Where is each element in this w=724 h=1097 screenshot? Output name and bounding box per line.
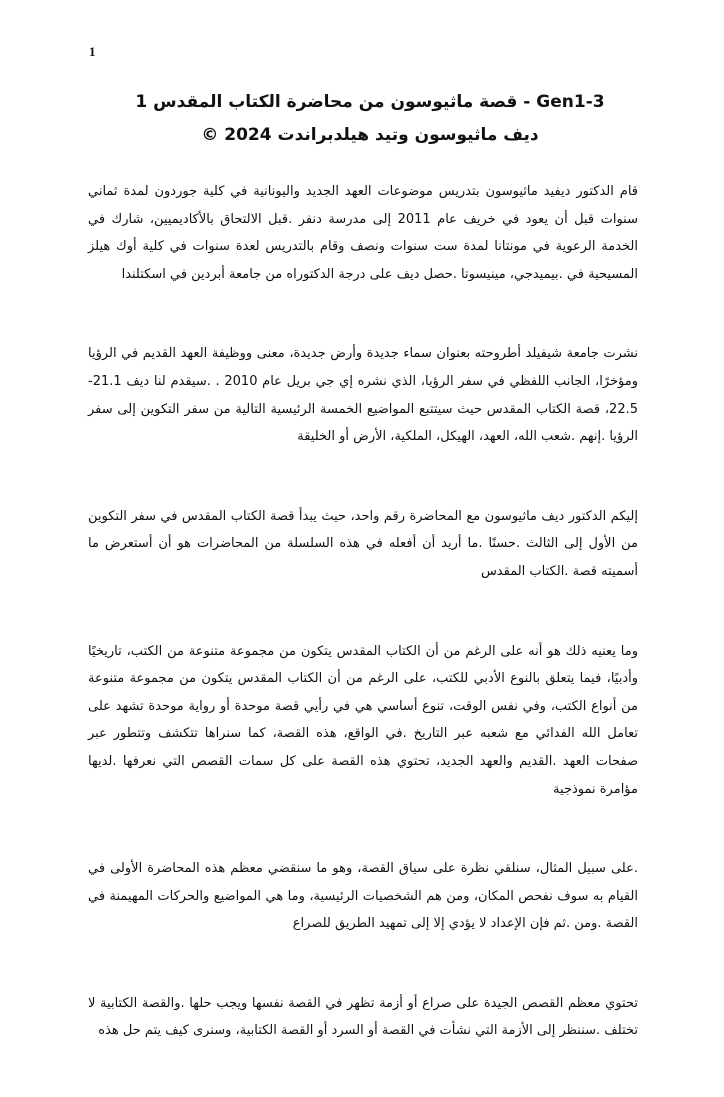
title-line-1: Gen1-3 - قصة ماثيوسون من محاضرة الكتاب المقدس 1 (135, 92, 605, 112)
document-body (88, 178, 638, 1097)
page-number: 1 (89, 44, 96, 59)
paragraph-1: قام الدكتور ديفيد ماثيوسون بتدريس موضوعات العهد الجديد واليونانية في كلية جوردون لمدة ثماني سنوات قبل أن يعود في خريف عام 2011 إلى مدرسة دنفر .قبل الالتحاق بالأكاديميين، شارك في الخدمة الرعوية في مونتانا لمدة ست سنوات ونصف وقام بالتدريس لعدة سنوات في كلية أوك هيلز المسيحية في .بيميدجي، مينيسوتا .حصل ديف على درجة الدكتوراه من جامعة أبردين في اسكتلندا (88, 184, 638, 282)
title-line-2: ديف ماثيوسون وتيد هيلدبراندت 2024 © (201, 125, 539, 145)
paragraph-3: إليكم الدكتور ديف ماثيوسون مع المحاضرة رقم واحد، حيث يبدأ قصة الكتاب المقدس في سفر التكوين من الأول إلى الثالث .حسنًا .ما أريد أن أفعله في هذه السلسلة من المحاضرات هو أن أستعرض ما أسميته قصة .الكتاب المقدس (88, 508, 638, 579)
paragraph-2: نشرت جامعة شيفيلد أطروحته بعنوان سماء جديدة وأرض جديدة، معنى ووظيفة العهد القديم في الرؤيا ومؤخرًا، الجانب اللفظي في سفر الرؤيا، الذي نشره إي جي بريل عام 2010 . .سيقدم لنا ديف 21.1-22.5، قصة الكتاب المقدس حيث سيتتبع المواضيع الخمسة الرئيسية التالية من سفر التكوين إلى سفر الرؤيا .إنهم .شعب الله، العهد، الهيكل، الملكية، الأرض أو الخليقة (88, 346, 638, 445)
paragraph-5: .على سبيل المثال، سنلقي نظرة على سياق القصة، وهو ما سنقضي معظم هذه المحاضرة الأولى في القيام به سوف نفحص المكان، ومن هم الشخصيات الرئيسية، وما هي المواضيع والحركات المهيمنة في القصة .ومن .ثم فإن الإعداد لا يؤدي إلا إلى تمهيد الطريق للصراع (88, 861, 638, 932)
document-title (100, 86, 640, 152)
paragraph-4: وما يعنيه ذلك هو أنه على الرغم من أن الكتاب المقدس يتكون من مجموعة متنوعة من الكتب، تاريخيًا وأدبيًا، فيما يتعلق بالنوع الأدبي للكتب، على الرغم من أن الكتاب المقدس يتكون من مجموعة متنوعة من أنواع الكتب، وفي نفس الوقت، تنوع أساسي هي في رأيي قصة موحدة أو رواية موحدة تشهد على تعامل الله الفدائي مع شعبه عبر التاريخ .في الواقع، هذه القصة، كما سنراها تتكشف وتتطور عبر صفحات العهد .القديم والعهد الجديد، تحتوي هذه القصة على كل سمات القصص التي نعرفها .لديها مؤامرة نموذجية (88, 643, 638, 797)
paragraph-6: تحتوي معظم القصص الجيدة على صراع أو أزمة تظهر في القصة نفسها ويجب حلها .والقصة الكتابية لا تختلف .سننظر إلى الأزمة التي نشأت في القصة أو السرد أو القصة الكتابية، وسنرى كيف يتم حل هذه (88, 995, 638, 1039)
